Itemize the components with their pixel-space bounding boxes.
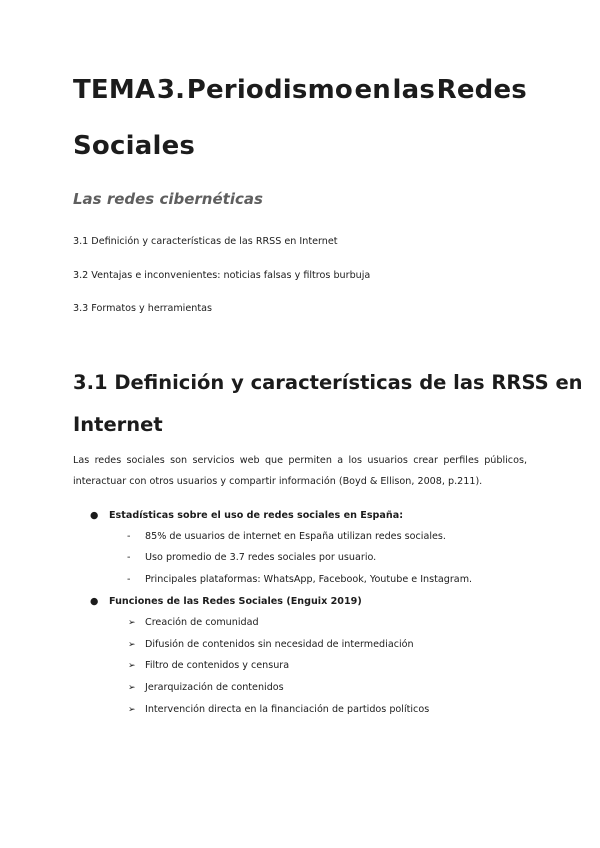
arrow-icon: ➢: [128, 661, 136, 671]
arrow-icon: ➢: [128, 640, 136, 650]
bullet-label: Estadísticas sobre el uso de redes sociales en España:: [109, 510, 404, 521]
title-word: las: [392, 75, 436, 105]
dash-marker: -: [127, 531, 131, 542]
sub-item-text: Uso promedio de 3.7 redes sociales por usuario.: [145, 552, 377, 563]
section-heading-line-1: 3.1 Definición y características de las RRSS en: [73, 371, 583, 394]
arrow-list-item: [128, 617, 259, 628]
sub-list-item: [127, 531, 446, 542]
bullet-marker: ●: [90, 510, 99, 521]
arrow-item-text: Difusión de contenidos sin necesidad de intermediación: [145, 639, 414, 650]
sub-item-text: 85% de usuarios de internet en España utilizan redes sociales.: [145, 531, 446, 542]
toc-item: 3.3 Formatos y herramientas: [73, 303, 212, 314]
toc-item: 3.2 Ventajas e inconvenientes: noticias falsas y filtros burbuja: [73, 270, 371, 281]
section-paragraph: Las redes sociales son servicios web que permiten a los usuarios crear perfiles públicos, interactuar con otros usuarios y compartir información (Boyd & Ellison, 2008, p.211).: [73, 455, 527, 487]
title-word: 3.: [156, 75, 186, 105]
arrow-list-item: [128, 660, 289, 671]
dash-marker: -: [127, 552, 131, 563]
bullet-functions: [90, 596, 362, 607]
arrow-item-text: Intervención directa en la financiación de partidos políticos: [145, 704, 430, 715]
arrow-item-text: Jerarquización de contenidos: [145, 682, 284, 693]
title-word: Redes: [436, 75, 527, 105]
title-line-2: Sociales: [73, 131, 196, 161]
title-word: Periodismo: [186, 75, 353, 105]
subtitle: Las redes cibernéticas: [73, 190, 263, 208]
arrow-list-item: [128, 639, 414, 650]
section-heading-line-2: Internet: [73, 413, 163, 436]
sub-item-text: Principales plataformas: WhatsApp, Facebook, Youtube e Instagram.: [145, 574, 473, 585]
toc-item: 3.1 Definición y características de las RRSS en Internet: [73, 236, 338, 247]
bullet-label: Funciones de las Redes Sociales (Enguix 2019): [109, 596, 362, 607]
title-line-1: [73, 62, 527, 118]
bullet-marker: ●: [90, 596, 99, 607]
arrow-icon: ➢: [128, 683, 136, 693]
arrow-icon: ➢: [128, 618, 136, 628]
arrow-list-item: [128, 704, 429, 715]
arrow-list-item: [128, 682, 284, 693]
sub-list-item: [127, 552, 376, 563]
dash-marker: -: [127, 574, 131, 585]
arrow-icon: ➢: [128, 705, 136, 715]
page-title: [73, 62, 527, 174]
sub-list-item: [127, 574, 472, 585]
arrow-item-text: Filtro de contenidos y censura: [145, 660, 290, 671]
arrow-item-text: Creación de comunidad: [145, 617, 259, 628]
title-word: TEMA: [73, 75, 156, 105]
bullet-statistics: [90, 510, 403, 521]
title-word: en: [354, 75, 392, 105]
